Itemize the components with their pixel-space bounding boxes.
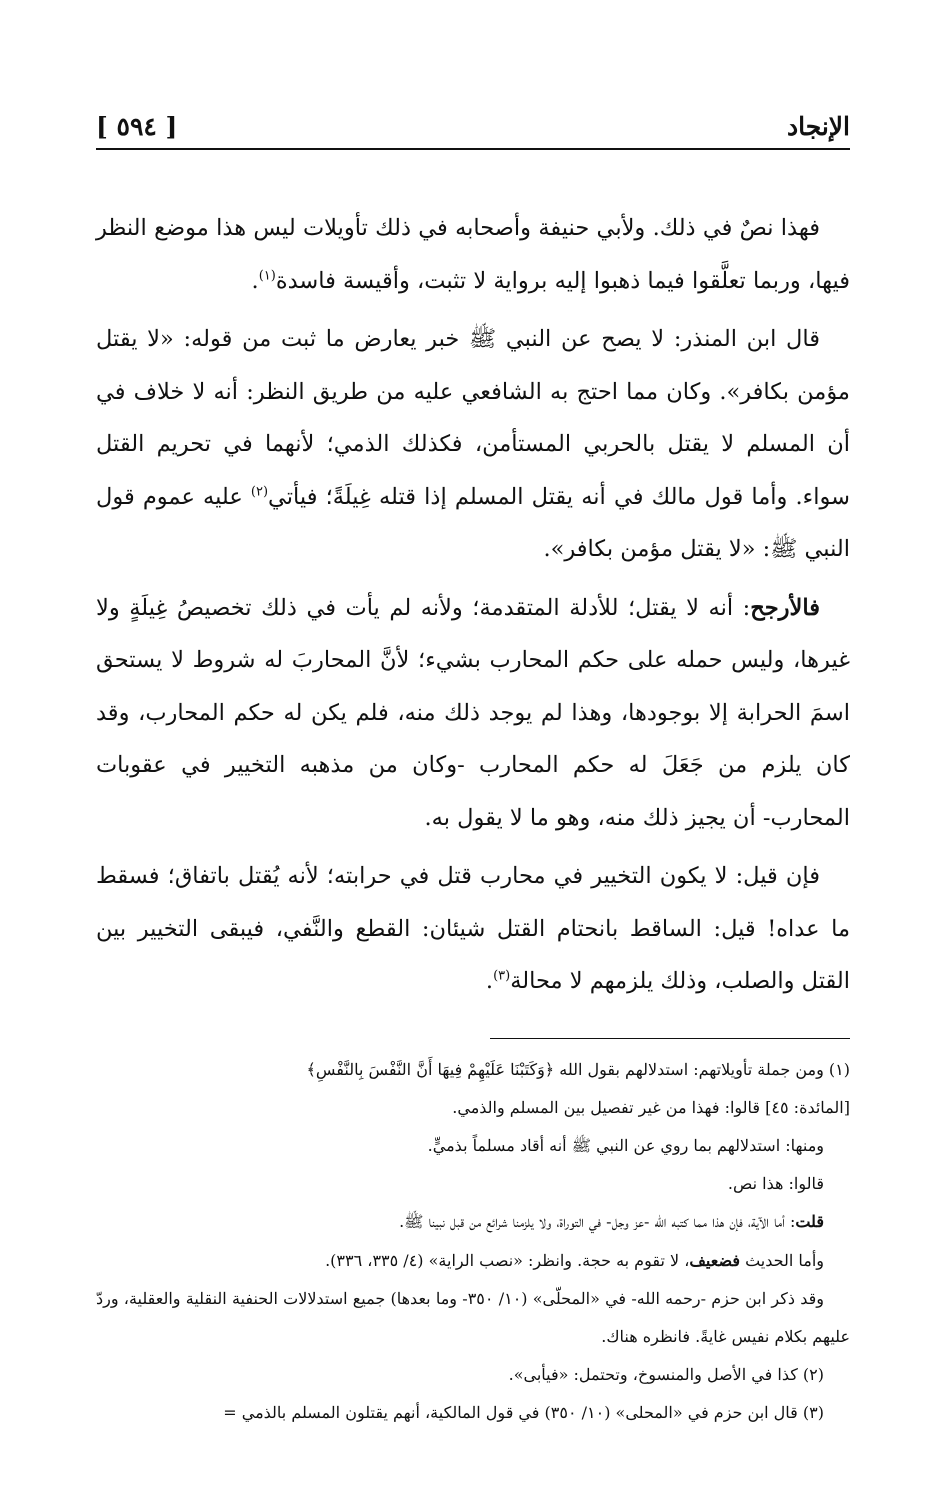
footnote-2: (٢) كذا في الأصل والمنسوخ، وتحتمل: «فيأبى». <box>508 1365 824 1385</box>
footnote-1-line-2: [المائدة: ٤٥] قالوا: فهذا من غير تفصيل بين المسلم والذمي. <box>452 1097 850 1117</box>
footnote-1-line-6 <box>96 1242 850 1280</box>
paragraph-4 <box>96 850 850 1008</box>
paragraph-2-text-b: عليه عموم قول النبي ﷺ: «لا يقتل مؤمن بكافر». <box>96 483 850 562</box>
paragraph-4-text: فإن قيل: لا يكون التخيير في محارب قتل في حرابته؛ لأنه يُقتل باتفاق؛ فسقط ما عداه! قيل: الساقط بانحتام القتل شيئان: القطع والنَّفي، فيبقى التخيير بين القتل والصلب، وذلك يلزمهم لا محالة <box>96 863 850 994</box>
paragraph-1-text: فهذا نصٌ في ذلك. ولأبي حنيفة وأصحابه في ذلك تأويلات ليس هذا موضع النظر فيها، وربما تعلَّقوا فيما ذهبوا إليه برواية لا تثبت، وأقيسة فاسدة <box>96 215 850 294</box>
paragraph-1-end: . <box>251 267 259 294</box>
page-number: [ ٥٩٤ ] <box>96 112 178 141</box>
paragraph-3 <box>96 582 850 845</box>
paragraph-3-text: : أنه لا يقتل؛ للأدلة المتقدمة؛ ولأنه لم يأت في ذلك تخصيصُ غِيلَةٍ ولا غيرها، وليس حمله على حكم المحارب بشيء؛ لأنَّ المحاربَ له شروط لا يستحق اسمَ الحرابة إلا بوجودها، وهذا لم يوجد ذلك منه، فلم يكن له حكم المحارب، وقد كان يلزم من جَعَلَ له حكم المحارب -وكان من مذهبه التخيير في عقوبات المحارب- أن يجيز ذلك منه، وهو ما لا يقول به. <box>96 594 850 831</box>
book-page <box>96 108 850 1448</box>
paragraph-3-lead: فالأرجح <box>750 594 820 621</box>
footnote-1-line-7: وقد ذكر ابن حزم -رحمه الله- في «المحلّى» (١٠/ ٣٥٠- وما بعدها) جميع استدلالات الحنفية النقلية والعقلية، وردّ عليهم بكلام نفيس غايةً. فانظره هناك. <box>96 1288 850 1346</box>
footnote-3: (٣) قال ابن حزم في «المحلى» (١٠/ ٣٥٠) في قول المالكية، أنهم يقتلون المسلم بالذمي = <box>223 1403 824 1423</box>
footnote-ref-1: (١) <box>258 268 276 283</box>
paragraph-4-end: . <box>485 968 494 994</box>
footnotes <box>96 1051 850 1433</box>
footnote-1-line-4: قالوا: هذا نص. <box>727 1174 824 1194</box>
page-header <box>96 108 850 150</box>
footnote-divider <box>490 1038 850 1039</box>
running-title: الإنجاد <box>786 112 850 141</box>
footnote-1-lead: قلت <box>795 1212 824 1232</box>
paragraph-2 <box>96 313 850 576</box>
footnote-1-line-5 <box>96 1203 850 1241</box>
footnote-1-line-6-a: وأما الحديث <box>740 1250 824 1270</box>
footnote-1-line-6-b: ، لا تقوم به حجة. وانظر: «نصب الراية» (٤/ ٣٣٥، ٣٣٦). <box>325 1250 690 1270</box>
footnote-1-line-1: (١) ومن جملة تأويلاتهم: استدلالهم بقول الله ﴿وَكَتَبْنَا عَلَيْهِمْ فِيهَا أَنَّ النَّفْسَ بِالنَّفْسِ﴾ <box>306 1059 850 1079</box>
footnote-ref-2: (٢) <box>250 484 269 499</box>
footnote-ref-3: (٣) <box>493 968 511 984</box>
paragraph-2-text-a: قال ابن المنذر: لا يصح عن النبي ﷺ خبر يعارض ما ثبت من قوله: «لا يقتل مؤمن بكافر». وكان مما احتج به الشافعي عليه من طريق النظر: أنه لا خلاف في أن المسلم لا يقتل بالحربي المستأمن، فكذلك الذمي؛ لأنهما في تحريم القتل سواء. وأما قول مالك في أنه يقتل المسلم إذا قتله غِيلَةً؛ فيأتي <box>96 326 850 510</box>
main-text <box>96 202 850 1008</box>
paragraph-1 <box>96 202 850 307</box>
footnote-1-line-5-text: : أما الآية، فإن هذا مما كتبه الله -عز وجل- في التوراة، ولا يلزمنا شرائع من قبل نبينا ﷺ. <box>399 1212 796 1232</box>
footnote-1-weak-label: فضعيف <box>689 1250 740 1270</box>
footnote-1-line-3: ومنها: استدلالهم بما روي عن النبي ﷺ أنه أقاد مسلماً بذميٍّ. <box>427 1135 824 1155</box>
